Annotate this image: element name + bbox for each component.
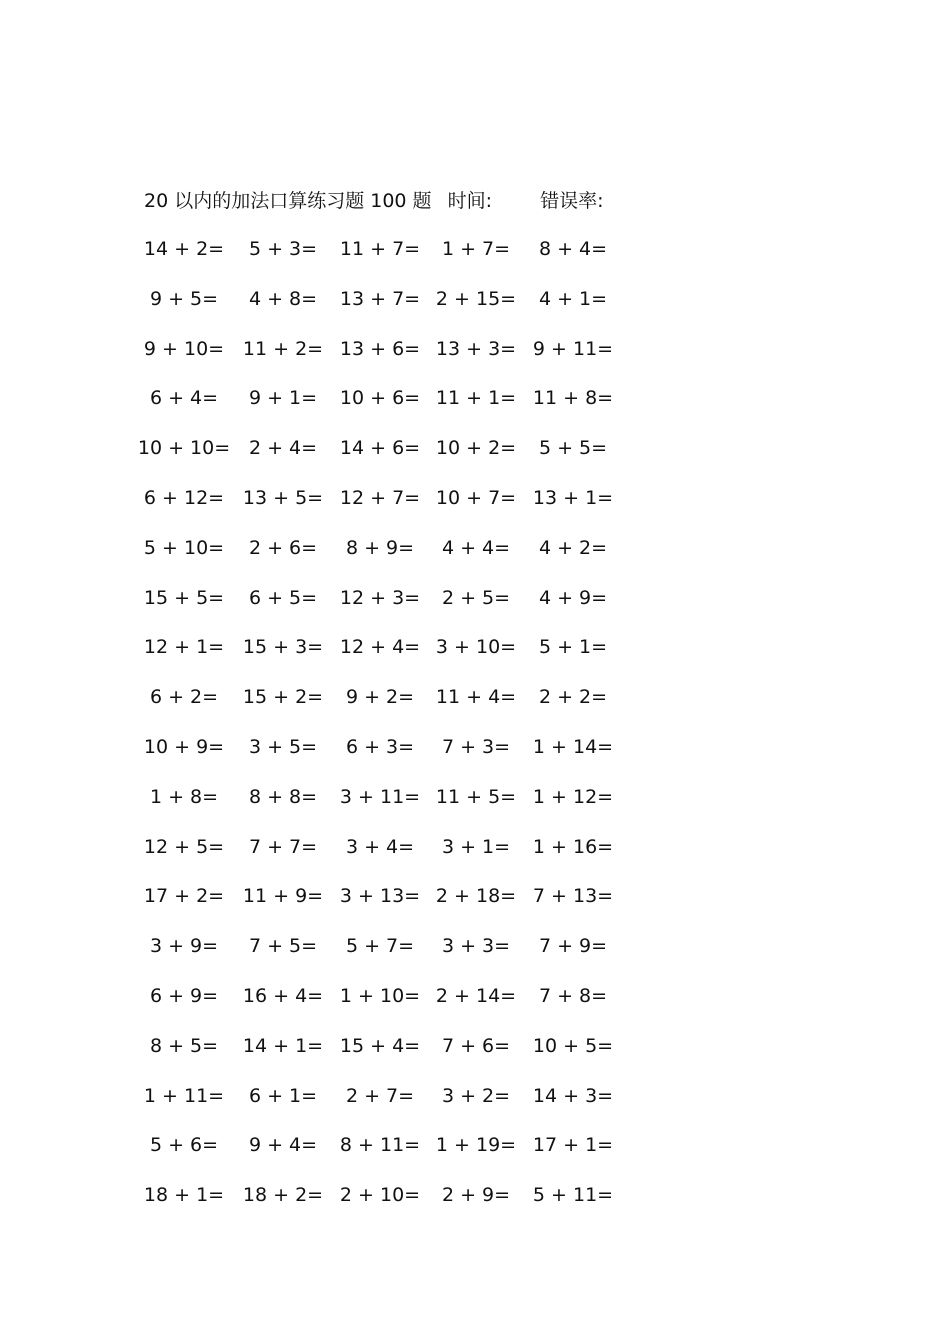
problem-item: 7 + 5= bbox=[248, 935, 318, 958]
problem-item: 7 + 9= bbox=[538, 935, 608, 958]
problem-item: 6 + 2= bbox=[149, 686, 219, 709]
problem-item: 3 + 10= bbox=[435, 636, 517, 659]
problem-item: 13 + 5= bbox=[242, 486, 324, 509]
problem-item: 3 + 5= bbox=[248, 735, 318, 758]
problem-item: 2 + 10= bbox=[339, 1184, 421, 1207]
problem-item: 8 + 8= bbox=[248, 785, 318, 808]
problem-item: 10 + 10= bbox=[137, 437, 231, 460]
problem-row bbox=[0, 732, 950, 782]
problem-item: 8 + 9= bbox=[345, 536, 415, 559]
problem-item: 15 + 2= bbox=[242, 686, 324, 709]
problem-item: 18 + 1= bbox=[143, 1184, 225, 1207]
problem-row bbox=[0, 483, 950, 533]
problem-row bbox=[0, 334, 950, 384]
problem-item: 11 + 8= bbox=[532, 387, 614, 410]
problem-row bbox=[0, 533, 950, 583]
problem-item: 10 + 2= bbox=[435, 437, 517, 460]
problem-item: 8 + 5= bbox=[149, 1034, 219, 1057]
problem-item: 3 + 13= bbox=[339, 885, 421, 908]
problem-row bbox=[0, 1031, 950, 1081]
problem-item: 2 + 18= bbox=[435, 885, 517, 908]
problem-item: 1 + 12= bbox=[532, 785, 614, 808]
problem-row bbox=[0, 1130, 950, 1180]
error-rate-label: 错误率: bbox=[540, 190, 604, 212]
time-label: 时间: bbox=[447, 190, 493, 212]
worksheet-header bbox=[144, 186, 603, 216]
problem-item: 6 + 4= bbox=[149, 387, 219, 410]
problem-item: 3 + 4= bbox=[345, 835, 415, 858]
problem-item: 13 + 1= bbox=[532, 486, 614, 509]
problem-item: 3 + 3= bbox=[441, 935, 511, 958]
problem-item: 1 + 19= bbox=[435, 1134, 517, 1157]
problem-row bbox=[0, 1081, 950, 1131]
worksheet-title: 20 以内的加法口算练习题 100 题 bbox=[144, 190, 432, 212]
problem-item: 7 + 6= bbox=[441, 1034, 511, 1057]
problem-row bbox=[0, 284, 950, 334]
problem-item: 13 + 7= bbox=[339, 287, 421, 310]
problem-item: 5 + 3= bbox=[248, 238, 318, 260]
problem-item: 7 + 13= bbox=[532, 885, 614, 908]
problem-item: 11 + 2= bbox=[242, 337, 324, 360]
problem-item: 9 + 10= bbox=[143, 337, 225, 360]
problem-item: 9 + 4= bbox=[248, 1134, 318, 1157]
problem-item: 14 + 3= bbox=[532, 1084, 614, 1107]
problem-item: 12 + 7= bbox=[339, 486, 421, 509]
problem-item: 7 + 3= bbox=[441, 735, 511, 758]
problem-row bbox=[0, 583, 950, 633]
problem-item: 12 + 4= bbox=[339, 636, 421, 659]
problem-item: 9 + 2= bbox=[345, 686, 415, 709]
problem-item: 11 + 7= bbox=[339, 238, 421, 260]
problem-item: 2 + 15= bbox=[435, 287, 517, 310]
problem-item: 10 + 7= bbox=[435, 486, 517, 509]
problem-row bbox=[0, 832, 950, 882]
problem-row bbox=[0, 433, 950, 483]
problem-item: 10 + 5= bbox=[532, 1034, 614, 1057]
problem-item: 11 + 1= bbox=[435, 387, 517, 410]
problem-item: 7 + 7= bbox=[248, 835, 318, 858]
problem-item: 2 + 2= bbox=[538, 686, 608, 709]
problem-item: 7 + 8= bbox=[538, 984, 608, 1007]
problem-item: 12 + 3= bbox=[339, 586, 421, 609]
problem-item: 9 + 5= bbox=[149, 287, 219, 310]
problem-item: 14 + 1= bbox=[242, 1034, 324, 1057]
problem-grid bbox=[0, 234, 950, 1230]
problem-item: 3 + 1= bbox=[441, 835, 511, 858]
problem-item: 8 + 4= bbox=[538, 238, 608, 260]
problem-row bbox=[0, 234, 950, 284]
problem-item: 5 + 7= bbox=[345, 935, 415, 958]
problem-item: 16 + 4= bbox=[242, 984, 324, 1007]
problem-item: 13 + 3= bbox=[435, 337, 517, 360]
problem-item: 4 + 1= bbox=[538, 287, 608, 310]
problem-item: 2 + 6= bbox=[248, 536, 318, 559]
problem-item: 2 + 14= bbox=[435, 984, 517, 1007]
problem-item: 13 + 6= bbox=[339, 337, 421, 360]
problem-item: 14 + 6= bbox=[339, 437, 421, 460]
problem-item: 11 + 9= bbox=[242, 885, 324, 908]
problem-item: 15 + 5= bbox=[143, 586, 225, 609]
problem-item: 5 + 5= bbox=[538, 437, 608, 460]
problem-item: 4 + 9= bbox=[538, 586, 608, 609]
problem-item: 10 + 6= bbox=[339, 387, 421, 410]
problem-item: 5 + 10= bbox=[143, 536, 225, 559]
problem-item: 9 + 1= bbox=[248, 387, 318, 410]
problem-row bbox=[0, 632, 950, 682]
problem-item: 6 + 9= bbox=[149, 984, 219, 1007]
problem-item: 15 + 3= bbox=[242, 636, 324, 659]
problem-row bbox=[0, 383, 950, 433]
problem-item: 1 + 14= bbox=[532, 735, 614, 758]
problem-item: 2 + 5= bbox=[441, 586, 511, 609]
problem-item: 6 + 12= bbox=[143, 486, 225, 509]
problem-item: 5 + 6= bbox=[149, 1134, 219, 1157]
problem-item: 15 + 4= bbox=[339, 1034, 421, 1057]
problem-item: 17 + 1= bbox=[532, 1134, 614, 1157]
problem-item: 8 + 11= bbox=[339, 1134, 421, 1157]
problem-row bbox=[0, 782, 950, 832]
problem-item: 3 + 11= bbox=[339, 785, 421, 808]
problem-item: 14 + 2= bbox=[143, 238, 225, 260]
problem-item: 11 + 5= bbox=[435, 785, 517, 808]
problem-item: 1 + 7= bbox=[441, 238, 511, 260]
problem-item: 1 + 8= bbox=[149, 785, 219, 808]
problem-item: 18 + 2= bbox=[242, 1184, 324, 1207]
problem-item: 5 + 1= bbox=[538, 636, 608, 659]
problem-row bbox=[0, 682, 950, 732]
problem-row bbox=[0, 931, 950, 981]
problem-item: 3 + 2= bbox=[441, 1084, 511, 1107]
problem-item: 12 + 1= bbox=[143, 636, 225, 659]
problem-item: 4 + 8= bbox=[248, 287, 318, 310]
problem-item: 6 + 1= bbox=[248, 1084, 318, 1107]
problem-item: 1 + 16= bbox=[532, 835, 614, 858]
problem-row bbox=[0, 981, 950, 1031]
problem-item: 1 + 11= bbox=[143, 1084, 225, 1107]
problem-item: 2 + 9= bbox=[441, 1184, 511, 1207]
problem-item: 4 + 2= bbox=[538, 536, 608, 559]
problem-item: 6 + 5= bbox=[248, 586, 318, 609]
problem-item: 17 + 2= bbox=[143, 885, 225, 908]
problem-item: 9 + 11= bbox=[532, 337, 614, 360]
problem-row bbox=[0, 881, 950, 931]
problem-item: 10 + 9= bbox=[143, 735, 225, 758]
problem-item: 3 + 9= bbox=[149, 935, 219, 958]
problem-item: 1 + 10= bbox=[339, 984, 421, 1007]
problem-item: 2 + 4= bbox=[248, 437, 318, 460]
problem-item: 11 + 4= bbox=[435, 686, 517, 709]
problem-item: 2 + 7= bbox=[345, 1084, 415, 1107]
problem-item: 12 + 5= bbox=[143, 835, 225, 858]
problem-item: 6 + 3= bbox=[345, 735, 415, 758]
problem-row bbox=[0, 1180, 950, 1230]
problem-item: 4 + 4= bbox=[441, 536, 511, 559]
problem-item: 5 + 11= bbox=[532, 1184, 614, 1207]
